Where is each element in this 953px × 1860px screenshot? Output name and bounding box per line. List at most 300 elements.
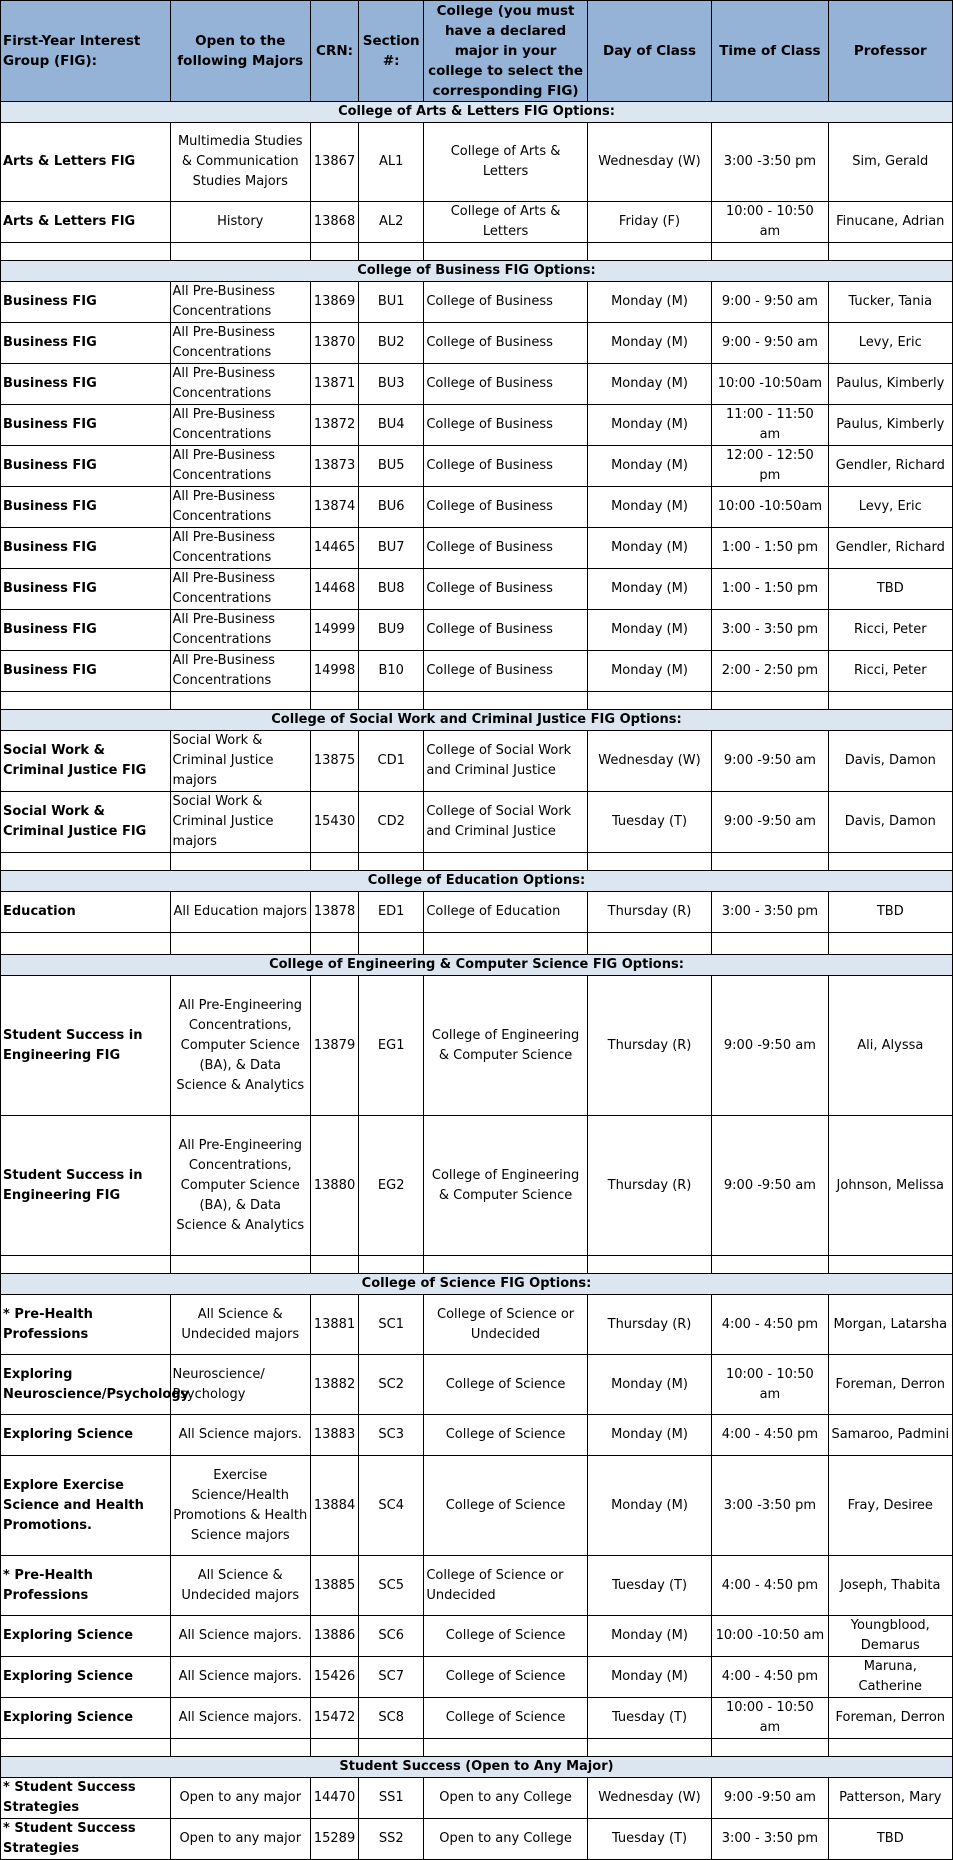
professor-cell: Gendler, Richard (828, 446, 952, 487)
section-title: College of Business FIG Options: (1, 261, 953, 282)
fig-name-cell: Business FIG (1, 446, 171, 487)
section-cell: ED1 (359, 892, 424, 933)
college-cell: College of Arts & Letters (424, 123, 588, 202)
empty-cell (310, 243, 358, 261)
empty-cell (1, 1739, 171, 1757)
crn-cell: 13883 (310, 1415, 358, 1456)
empty-cell (712, 243, 828, 261)
crn-cell: 13874 (310, 487, 358, 528)
majors-cell: All Pre-Business Concentrations (170, 528, 310, 569)
crn-cell: 14468 (310, 569, 358, 610)
section-cell: SC2 (359, 1355, 424, 1415)
professor-cell: Samaroo, Padmini (828, 1415, 952, 1456)
table-row (1, 569, 953, 610)
table-body (1, 102, 953, 1860)
header-professor: Professor (828, 1, 952, 102)
day-cell: Monday (M) (587, 610, 711, 651)
professor-cell: Foreman, Derron (828, 1698, 952, 1739)
empty-cell (587, 1739, 711, 1757)
empty-cell (170, 933, 310, 955)
time-cell: 3:00 - 3:50 pm (712, 610, 828, 651)
section-cell: SC7 (359, 1657, 424, 1698)
college-cell: College of Science (424, 1616, 588, 1657)
section-cell: BU2 (359, 323, 424, 364)
spacer-row (1, 1256, 953, 1274)
section-cell: SC4 (359, 1456, 424, 1556)
day-cell: Tuesday (T) (587, 1819, 711, 1860)
fig-name-cell: Social Work & Criminal Justice FIG (1, 731, 171, 792)
fig-name-cell: Business FIG (1, 610, 171, 651)
crn-cell: 14470 (310, 1778, 358, 1819)
section-cell: SC6 (359, 1616, 424, 1657)
fig-name-cell: Arts & Letters FIG (1, 202, 171, 243)
professor-cell: Sim, Gerald (828, 123, 952, 202)
empty-cell (310, 853, 358, 871)
section-cell: B10 (359, 651, 424, 692)
header-row (1, 1, 953, 102)
fig-name-cell: Business FIG (1, 282, 171, 323)
empty-cell (424, 933, 588, 955)
professor-cell: Ali, Alyssa (828, 976, 952, 1116)
time-cell: 9:00 -9:50 am (712, 976, 828, 1116)
majors-cell: All Pre-Business Concentrations (170, 405, 310, 446)
fig-name-cell: Business FIG (1, 364, 171, 405)
majors-cell: All Pre-Business Concentrations (170, 446, 310, 487)
professor-cell: Patterson, Mary (828, 1778, 952, 1819)
day-cell: Monday (M) (587, 487, 711, 528)
college-cell: College of Business (424, 610, 588, 651)
day-cell: Monday (M) (587, 569, 711, 610)
section-cell: SC8 (359, 1698, 424, 1739)
table-row (1, 528, 953, 569)
college-cell: College of Science (424, 1355, 588, 1415)
empty-cell (170, 692, 310, 710)
fig-name-cell: Business FIG (1, 651, 171, 692)
fig-name-cell: Business FIG (1, 405, 171, 446)
majors-cell: All Pre-Engineering Concentrations, Computer Science (BA), & Data Science & Analytics (170, 1116, 310, 1256)
day-cell: Friday (F) (587, 202, 711, 243)
table-row (1, 1556, 953, 1616)
section-header-row (1, 1757, 953, 1778)
day-cell: Monday (M) (587, 1355, 711, 1415)
college-cell: College of Science or Undecided (424, 1556, 588, 1616)
crn-cell: 13875 (310, 731, 358, 792)
college-cell: College of Business (424, 446, 588, 487)
empty-cell (359, 933, 424, 955)
crn-cell: 13881 (310, 1295, 358, 1355)
empty-cell (170, 243, 310, 261)
majors-cell: All Pre-Business Concentrations (170, 282, 310, 323)
section-header-row (1, 955, 953, 976)
section-cell: BU8 (359, 569, 424, 610)
professor-cell: Davis, Damon (828, 792, 952, 853)
professor-cell: Tucker, Tania (828, 282, 952, 323)
section-cell: SC5 (359, 1556, 424, 1616)
majors-cell: All Pre-Business Concentrations (170, 569, 310, 610)
empty-cell (587, 853, 711, 871)
section-header-row (1, 871, 953, 892)
time-cell: 9:00 -9:50 am (712, 731, 828, 792)
day-cell: Monday (M) (587, 1616, 711, 1657)
fig-name-cell: Exploring Science (1, 1657, 171, 1698)
professor-cell: TBD (828, 1819, 952, 1860)
table-row (1, 1355, 953, 1415)
day-cell: Monday (M) (587, 364, 711, 405)
empty-cell (424, 692, 588, 710)
majors-cell: All Education majors (170, 892, 310, 933)
section-header-row (1, 710, 953, 731)
empty-cell (424, 243, 588, 261)
section-cell: BU3 (359, 364, 424, 405)
empty-cell (828, 1739, 952, 1757)
college-cell: Open to any College (424, 1819, 588, 1860)
time-cell: 10:00 - 10:50 am (712, 202, 828, 243)
empty-cell (712, 1256, 828, 1274)
table-row (1, 1657, 953, 1698)
header-section: Section #: (359, 1, 424, 102)
fig-name-cell: Business FIG (1, 528, 171, 569)
empty-cell (712, 933, 828, 955)
college-cell: College of Science or Undecided (424, 1295, 588, 1355)
section-cell: SS2 (359, 1819, 424, 1860)
time-cell: 9:00 - 9:50 am (712, 282, 828, 323)
day-cell: Monday (M) (587, 1657, 711, 1698)
section-cell: BU6 (359, 487, 424, 528)
table-row (1, 1116, 953, 1256)
table-row (1, 364, 953, 405)
day-cell: Wednesday (W) (587, 1778, 711, 1819)
empty-cell (712, 692, 828, 710)
professor-cell: Finucane, Adrian (828, 202, 952, 243)
fig-name-cell: Explore Exercise Science and Health Promotions. (1, 1456, 171, 1556)
empty-cell (170, 1256, 310, 1274)
crn-cell: 13886 (310, 1616, 358, 1657)
empty-cell (170, 853, 310, 871)
crn-cell: 13882 (310, 1355, 358, 1415)
time-cell: 9:00 -9:50 am (712, 792, 828, 853)
day-cell: Monday (M) (587, 446, 711, 487)
college-cell: College of Business (424, 323, 588, 364)
empty-cell (359, 1739, 424, 1757)
table-row (1, 323, 953, 364)
section-title: College of Arts & Letters FIG Options: (1, 102, 953, 123)
time-cell: 10:00 - 10:50 am (712, 1698, 828, 1739)
crn-cell: 14999 (310, 610, 358, 651)
crn-cell: 13869 (310, 282, 358, 323)
time-cell: 3:00 - 3:50 pm (712, 1819, 828, 1860)
time-cell: 1:00 - 1:50 pm (712, 569, 828, 610)
table-row (1, 610, 953, 651)
college-cell: College of Business (424, 651, 588, 692)
empty-cell (359, 243, 424, 261)
college-cell: College of Science (424, 1415, 588, 1456)
crn-cell: 13872 (310, 405, 358, 446)
section-cell: BU5 (359, 446, 424, 487)
college-cell: College of Business (424, 405, 588, 446)
header-college: College (you must have a declared major in your college to select the corresponding FIG) (424, 1, 588, 102)
header-fig: First-Year Interest Group (FIG): (1, 1, 171, 102)
professor-cell: Ricci, Peter (828, 610, 952, 651)
majors-cell: Multimedia Studies & Communication Studies Majors (170, 123, 310, 202)
section-cell: CD1 (359, 731, 424, 792)
professor-cell: Davis, Damon (828, 731, 952, 792)
professor-cell: TBD (828, 892, 952, 933)
empty-cell (359, 692, 424, 710)
empty-cell (359, 1256, 424, 1274)
professor-cell: Levy, Eric (828, 323, 952, 364)
empty-cell (828, 243, 952, 261)
professor-cell: Paulus, Kimberly (828, 364, 952, 405)
day-cell: Monday (M) (587, 282, 711, 323)
majors-cell: Open to any major (170, 1778, 310, 1819)
header-time: Time of Class (712, 1, 828, 102)
majors-cell: All Pre-Business Concentrations (170, 610, 310, 651)
empty-cell (310, 692, 358, 710)
table-row (1, 976, 953, 1116)
college-cell: College of Business (424, 528, 588, 569)
day-cell: Monday (M) (587, 1456, 711, 1556)
professor-cell: Gendler, Richard (828, 528, 952, 569)
empty-cell (424, 853, 588, 871)
time-cell: 10:00 -10:50am (712, 364, 828, 405)
empty-cell (712, 853, 828, 871)
header-day: Day of Class (587, 1, 711, 102)
college-cell: College of Science (424, 1456, 588, 1556)
crn-cell: 15472 (310, 1698, 358, 1739)
time-cell: 3:00 -3:50 pm (712, 123, 828, 202)
college-cell: College of Education (424, 892, 588, 933)
majors-cell: All Science majors. (170, 1657, 310, 1698)
table-row (1, 1415, 953, 1456)
day-cell: Thursday (R) (587, 1116, 711, 1256)
professor-cell: Morgan, Latarsha (828, 1295, 952, 1355)
time-cell: 10:00 -10:50am (712, 487, 828, 528)
section-header-row (1, 261, 953, 282)
table-row (1, 1698, 953, 1739)
empty-cell (587, 243, 711, 261)
fig-name-cell: Business FIG (1, 323, 171, 364)
empty-cell (1, 853, 171, 871)
empty-cell (310, 1256, 358, 1274)
fig-name-cell: Arts & Letters FIG (1, 123, 171, 202)
table-row (1, 731, 953, 792)
college-cell: College of Business (424, 487, 588, 528)
majors-cell: All Science majors. (170, 1616, 310, 1657)
time-cell: 3:00 - 3:50 pm (712, 892, 828, 933)
fig-name-cell: Business FIG (1, 487, 171, 528)
section-cell: BU1 (359, 282, 424, 323)
empty-cell (1, 243, 171, 261)
empty-cell (828, 1256, 952, 1274)
majors-cell: Social Work & Criminal Justice majors (170, 731, 310, 792)
fig-name-cell: Student Success in Engineering FIG (1, 976, 171, 1116)
majors-cell: All Science & Undecided majors (170, 1295, 310, 1355)
crn-cell: 14465 (310, 528, 358, 569)
crn-cell: 14998 (310, 651, 358, 692)
day-cell: Tuesday (T) (587, 1698, 711, 1739)
table-row (1, 651, 953, 692)
fig-name-cell: Social Work & Criminal Justice FIG (1, 792, 171, 853)
fig-name-cell: * Pre-Health Professions (1, 1295, 171, 1355)
fig-name-cell: Education (1, 892, 171, 933)
fig-name-cell: * Pre-Health Professions (1, 1556, 171, 1616)
professor-cell: Youngblood, Demarus (828, 1616, 952, 1657)
day-cell: Wednesday (W) (587, 731, 711, 792)
section-cell: CD2 (359, 792, 424, 853)
fig-name-cell: Exploring Science (1, 1616, 171, 1657)
majors-cell: Exercise Science/Health Promotions & Health Science majors (170, 1456, 310, 1556)
fig-name-cell: Exploring Neuroscience/Psychology (1, 1355, 171, 1415)
day-cell: Monday (M) (587, 528, 711, 569)
college-cell: College of Engineering & Computer Science (424, 976, 588, 1116)
empty-cell (170, 1739, 310, 1757)
table-row (1, 1616, 953, 1657)
fig-name-cell: * Student Success Strategies (1, 1819, 171, 1860)
spacer-row (1, 692, 953, 710)
empty-cell (828, 933, 952, 955)
majors-cell: All Pre-Business Concentrations (170, 487, 310, 528)
empty-cell (310, 933, 358, 955)
empty-cell (424, 1256, 588, 1274)
day-cell: Tuesday (T) (587, 1556, 711, 1616)
section-header-row (1, 1274, 953, 1295)
college-cell: College of Arts & Letters (424, 202, 588, 243)
section-title: College of Education Options: (1, 871, 953, 892)
majors-cell: All Pre-Engineering Concentrations, Computer Science (BA), & Data Science & Analytics (170, 976, 310, 1116)
majors-cell: All Science majors. (170, 1415, 310, 1456)
header-crn: CRN: (310, 1, 358, 102)
table-row (1, 487, 953, 528)
crn-cell: 13880 (310, 1116, 358, 1256)
day-cell: Monday (M) (587, 651, 711, 692)
time-cell: 9:00 - 9:50 am (712, 323, 828, 364)
majors-cell: All Science & Undecided majors (170, 1556, 310, 1616)
section-cell: BU9 (359, 610, 424, 651)
time-cell: 2:00 - 2:50 pm (712, 651, 828, 692)
fig-name-cell: Exploring Science (1, 1415, 171, 1456)
table-row (1, 892, 953, 933)
time-cell: 12:00 - 12:50 pm (712, 446, 828, 487)
day-cell: Thursday (R) (587, 1295, 711, 1355)
majors-cell: All Pre-Business Concentrations (170, 364, 310, 405)
professor-cell: Foreman, Derron (828, 1355, 952, 1415)
college-cell: College of Business (424, 282, 588, 323)
day-cell: Thursday (R) (587, 892, 711, 933)
day-cell: Thursday (R) (587, 976, 711, 1116)
spacer-row (1, 243, 953, 261)
table-row (1, 446, 953, 487)
section-title: Student Success (Open to Any Major) (1, 1757, 953, 1778)
table-row (1, 282, 953, 323)
time-cell: 9:00 -9:50 am (712, 1116, 828, 1256)
table-row (1, 1819, 953, 1860)
empty-cell (587, 933, 711, 955)
section-cell: SS1 (359, 1778, 424, 1819)
time-cell: 10:00 -10:50 am (712, 1616, 828, 1657)
majors-cell: All Pre-Business Concentrations (170, 323, 310, 364)
professor-cell: Fray, Desiree (828, 1456, 952, 1556)
crn-cell: 13871 (310, 364, 358, 405)
crn-cell: 13884 (310, 1456, 358, 1556)
empty-cell (828, 853, 952, 871)
time-cell: 10:00 - 10:50 am (712, 1355, 828, 1415)
section-title: College of Engineering & Computer Science FIG Options: (1, 955, 953, 976)
section-cell: SC1 (359, 1295, 424, 1355)
day-cell: Monday (M) (587, 323, 711, 364)
professor-cell: Paulus, Kimberly (828, 405, 952, 446)
day-cell: Monday (M) (587, 405, 711, 446)
time-cell: 1:00 - 1:50 pm (712, 528, 828, 569)
time-cell: 4:00 - 4:50 pm (712, 1415, 828, 1456)
section-cell: SC3 (359, 1415, 424, 1456)
section-cell: BU4 (359, 405, 424, 446)
empty-cell (587, 1256, 711, 1274)
crn-cell: 13870 (310, 323, 358, 364)
time-cell: 11:00 - 11:50 am (712, 405, 828, 446)
crn-cell: 13867 (310, 123, 358, 202)
day-cell: Wednesday (W) (587, 123, 711, 202)
college-cell: College of Science (424, 1657, 588, 1698)
time-cell: 3:00 -3:50 pm (712, 1456, 828, 1556)
majors-cell: All Science majors. (170, 1698, 310, 1739)
crn-cell: 13879 (310, 976, 358, 1116)
majors-cell: Social Work & Criminal Justice majors (170, 792, 310, 853)
section-header-row (1, 102, 953, 123)
college-cell: College of Social Work and Criminal Justice (424, 792, 588, 853)
header-majors: Open to the following Majors (170, 1, 310, 102)
fig-name-cell: Exploring Science (1, 1698, 171, 1739)
empty-cell (1, 692, 171, 710)
spacer-row (1, 1739, 953, 1757)
table-row (1, 792, 953, 853)
majors-cell: Neuroscience/ Psychology (170, 1355, 310, 1415)
spacer-row (1, 853, 953, 871)
college-cell: College of Science (424, 1698, 588, 1739)
empty-cell (1, 933, 171, 955)
college-cell: College of Business (424, 569, 588, 610)
crn-cell: 13868 (310, 202, 358, 243)
majors-cell: History (170, 202, 310, 243)
section-cell: AL2 (359, 202, 424, 243)
majors-cell: Open to any major (170, 1819, 310, 1860)
college-cell: Open to any College (424, 1778, 588, 1819)
crn-cell: 15430 (310, 792, 358, 853)
crn-cell: 15289 (310, 1819, 358, 1860)
table-row (1, 1778, 953, 1819)
time-cell: 9:00 -9:50 am (712, 1778, 828, 1819)
table-row (1, 123, 953, 202)
majors-cell: All Pre-Business Concentrations (170, 651, 310, 692)
crn-cell: 13878 (310, 892, 358, 933)
time-cell: 4:00 - 4:50 pm (712, 1657, 828, 1698)
section-cell: AL1 (359, 123, 424, 202)
college-cell: College of Business (424, 364, 588, 405)
fig-name-cell: Business FIG (1, 569, 171, 610)
empty-cell (712, 1739, 828, 1757)
empty-cell (587, 692, 711, 710)
empty-cell (310, 1739, 358, 1757)
professor-cell: Joseph, Thabita (828, 1556, 952, 1616)
professor-cell: Johnson, Melissa (828, 1116, 952, 1256)
day-cell: Tuesday (T) (587, 792, 711, 853)
professor-cell: Maruna, Catherine (828, 1657, 952, 1698)
professor-cell: TBD (828, 569, 952, 610)
college-cell: College of Social Work and Criminal Justice (424, 731, 588, 792)
professor-cell: Ricci, Peter (828, 651, 952, 692)
spacer-row (1, 933, 953, 955)
empty-cell (828, 692, 952, 710)
empty-cell (359, 853, 424, 871)
